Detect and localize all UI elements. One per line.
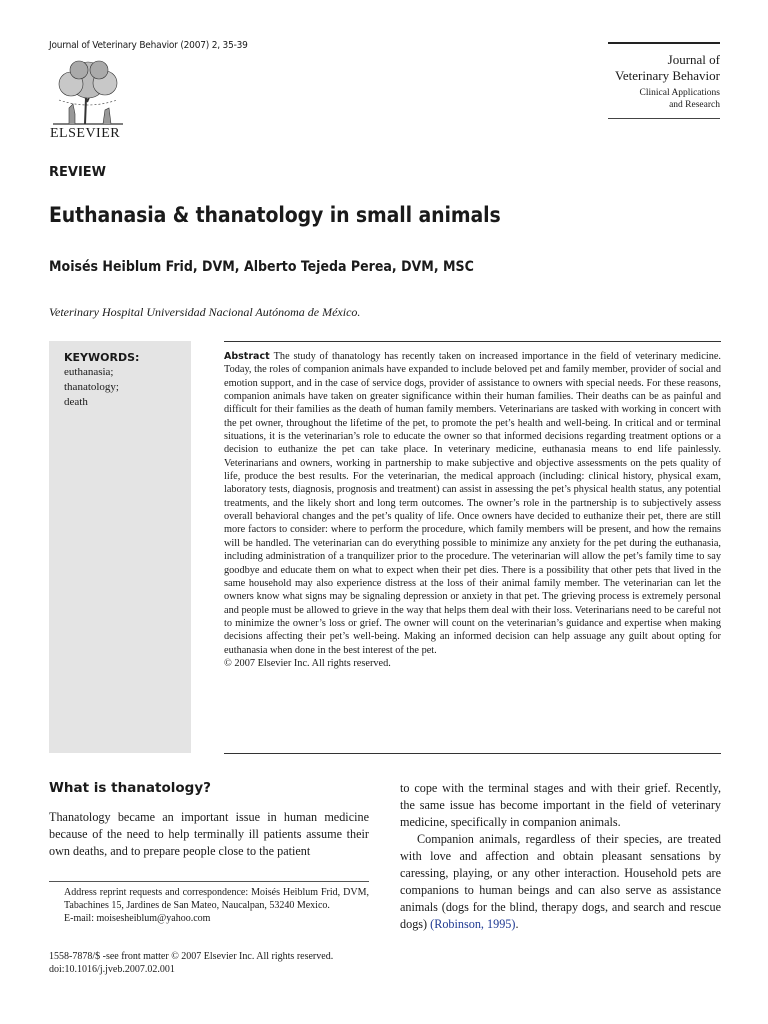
body-paragraph [400,831,721,933]
body-paragraph-text: Companion animals, regardless of their species, are treated with love and affection and obtain pleasant sensations by caressing, playing, or any other interaction. Household pets are companions to human beings and can also serve as assistance animals (dogs for the blind, therapy dogs, and search and rescue dogs) [400,832,721,931]
abstract [224,350,721,670]
journal-subtitle-line2: and Research [669,100,720,110]
publisher-name: ELSEVIER [50,126,121,141]
journal-box-rule [608,118,720,119]
keywords-heading: KEYWORDS: [64,351,140,364]
journal-name-line1: Journal of [667,52,720,67]
keywords-box [49,341,191,753]
correspondence-footnote [49,886,369,925]
issn-line: 1558-7878/$ -see front matter © 2007 Elsevier Inc. All rights reserved. [49,951,334,962]
keyword-item: euthanasia; [64,366,114,378]
keyword-item: death [64,396,88,408]
author-affiliation: Veterinary Hospital Universidad Nacional Autónoma de México. [49,305,361,319]
footnote-rule [49,881,369,882]
section-heading: What is thanatology? [49,780,211,796]
journal-title-box [608,42,720,111]
body-paragraph: to cope with the terminal stages and with their grief. Recently, the same issue has become important in the field of veterinary medicine, specifically in companion animals. [400,781,721,829]
doi-line: doi:10.1016/j.jveb.2007.02.001 [49,964,175,975]
body-paragraph-end: . [515,917,519,931]
body-column-right [400,780,721,933]
journal-name-line2: Veterinary Behavior [614,68,720,83]
journal-citation: Journal of Veterinary Behavior (2007) 2, 35-39 [49,40,248,51]
abstract-text: The study of thanatology has recently taken on increased importance in the field of veterinary medicine. Today, the roles of companion animals have expanded to include beloved pet and family member, provider of social and emotion support, and in the case of service dogs, provider of assistance to owners with special needs. For these reasons, companion animals have taken on greater significance within their human families. Their deaths can be as painful and difficult for their families as the death of human family members. Veterinarians are tasked with working in concert with the pet owner, throughout the lifetime of the pet, to promote the pet’s health and well-being. In critical and or terminal situations, it is the veterinarian’s role to educate the owner so that informed decisions regarding treatment options or a decision to euthanize the pet can take place. In veterinary medicine, euthanasia means to end life painlessly. Veterinarians and owners, working in partnership to make subjective and objective assessments on the pets quality of life, produce the best results. For the veterinarian, the medical approach (including: clinical history, physical exam, laboratory tests, diagnosis, prognosis and treatment) can assist in assessing the pet’s physical health status, any potential treatments, and the likely short and long term outcomes. The owner’s role in the partnership is to subjectively assess overall behavioral changes and the pet’s quality of life. Once owners have decided to euthanize their pet, there are still more factors to consider: where to perform the procedure, which family members will be present, and how the remains will be handled. The veterinarian can do everything possible to minimize any anxiety for the pet during the euthanasia, including administration of a tranquilizer prior to the procedure. The veterinarian will allow the pet’s family time to say goodbye and educate them on what to expect when their pet dies. There is a possibility that other pets that lived in the same household may also experience distress at the loss of their animal family member. The veterinarian can let the owners know what signs may be signaling depression or anxiety in that pet. The grieving process is extremely personal and people must be allowed to grieve in the way that helps them deal with their loss. Veterinarians need to be careful not to minimize the owner’s loss or grief. The owner will count on the veterinarian’s guidance and expertise when making decisions affecting their pet’s well-being. Making an informed decision can help assuage any guilt about opting for euthanasia when done in the best interest of the pet. [224,351,721,656]
footnote-email: E-mail: moisesheiblum@yahoo.com [64,913,211,924]
abstract-bottom-rule [224,753,721,754]
article-authors: Moisés Heiblum Frid, DVM, Alberto Tejeda Perea, DVM, MSC [49,259,474,275]
body-paragraph-left: Thanatology became an important issue in human medicine because of the need to help terminally ill patients assume their own deaths, and to prepare people close to the patient [49,810,369,858]
journal-subtitle-line1: Clinical Applications [639,88,720,98]
article-title: Euthanasia & thanatology in small animals [49,203,501,227]
section-label: REVIEW [49,165,107,180]
abstract-top-rule [224,341,721,342]
abstract-copyright: © 2007 Elsevier Inc. All rights reserved. [224,657,391,669]
footnote-address: Address reprint requests and correspondence: Moisés Heiblum Frid, DVM, Tabachines 15, Jardines de San Mateo, Naucalpan, 53240 Mexico. [64,887,369,911]
elsevier-tree-logo-icon [49,58,127,126]
keyword-item: thanatology; [64,381,119,393]
abstract-label: Abstract [224,351,270,362]
citation-link[interactable]: (Robinson, 1995) [430,917,516,931]
front-matter-footer [49,950,333,976]
